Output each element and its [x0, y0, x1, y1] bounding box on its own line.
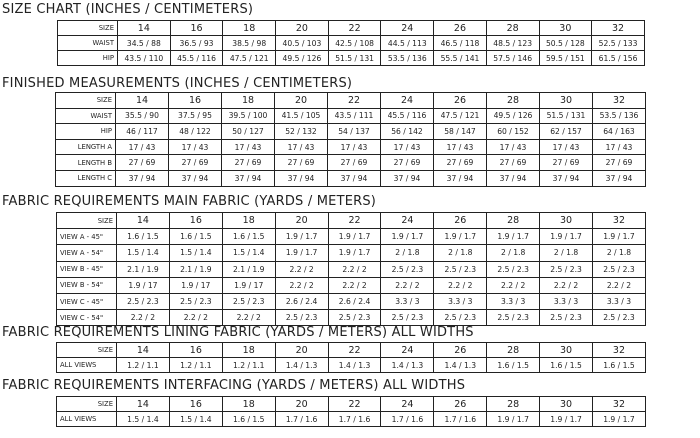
- table-cell: 1.9 / 17: [222, 277, 275, 293]
- row-label: VIEW C - 45": [57, 293, 117, 309]
- table-cell: 1.6 / 1.5: [222, 412, 275, 427]
- table-cell: 2.2 / 2: [169, 310, 222, 326]
- table-row: [57, 310, 646, 326]
- table-cell: 37 / 94: [169, 170, 222, 186]
- table-cell: 17 / 43: [381, 139, 434, 155]
- table-cell: 1.5 / 1.4: [169, 245, 222, 261]
- row-label: ALL VIEWS: [57, 358, 117, 373]
- table-cell: 2.2 / 2: [593, 277, 646, 293]
- table-row: [57, 293, 646, 309]
- table-cell: 42.5 / 108: [328, 36, 381, 51]
- table-cell: 2.2 / 2: [487, 277, 540, 293]
- size-header-cell: 18: [222, 93, 275, 109]
- size-chart-table: [57, 20, 645, 66]
- table-row: [56, 139, 646, 155]
- table-row: [56, 124, 646, 140]
- table-cell: 2.2 / 2: [540, 277, 593, 293]
- table-cell: 1.9 / 1.7: [434, 229, 487, 245]
- main-fabric-table: [56, 212, 646, 326]
- table-cell: 54 / 137: [328, 124, 381, 140]
- size-header-cell: 28: [487, 343, 540, 358]
- table-cell: 39.5 / 100: [222, 108, 275, 124]
- size-header-cell: 28: [487, 93, 540, 109]
- table-row: [58, 36, 645, 51]
- size-header-cell: 30: [539, 21, 592, 36]
- table-cell: 48 / 122: [169, 124, 222, 140]
- table-cell: 56 / 142: [381, 124, 434, 140]
- table-cell: 49.5 / 126: [276, 51, 329, 66]
- table-cell: 41.5 / 105: [275, 108, 328, 124]
- table-cell: 37.5 / 95: [169, 108, 222, 124]
- table-cell: 17 / 43: [540, 139, 593, 155]
- size-header-cell: 20: [276, 21, 329, 36]
- table-row: [57, 412, 646, 427]
- size-header-cell: 32: [593, 93, 646, 109]
- size-header-label: SIZE: [56, 93, 116, 109]
- table-cell: 37 / 94: [434, 170, 487, 186]
- table-cell: 60 / 152: [487, 124, 540, 140]
- size-header-cell: 14: [118, 21, 171, 36]
- table-cell: 2 / 1.8: [593, 245, 646, 261]
- size-header-cell: 24: [381, 213, 434, 229]
- size-header-label: SIZE: [57, 213, 117, 229]
- size-header-cell: 30: [540, 343, 593, 358]
- table-cell: 2.2 / 2: [328, 277, 381, 293]
- table-cell: 2.5 / 2.3: [381, 261, 434, 277]
- table-cell: 48.5 / 123: [486, 36, 539, 51]
- table-cell: 1.6 / 1.5: [487, 358, 540, 373]
- table-cell: 1.4 / 1.3: [328, 358, 381, 373]
- main-fabric-title: FABRIC REQUIREMENTS MAIN FABRIC (YARDS / METERS): [2, 194, 377, 209]
- table-cell: 2.2 / 2: [275, 277, 328, 293]
- table-cell: 1.5 / 1.4: [222, 245, 275, 261]
- table-cell: 17 / 43: [222, 139, 275, 155]
- size-header-row: [57, 397, 646, 412]
- finished-measurements-table: [55, 92, 646, 187]
- table-cell: 1.7 / 1.6: [275, 412, 328, 427]
- table-cell: 44.5 / 113: [381, 36, 434, 51]
- table-cell: 1.9 / 17: [169, 277, 222, 293]
- table-cell: 27 / 69: [328, 155, 381, 171]
- table-cell: 49.5 / 126: [487, 108, 540, 124]
- table-cell: 2.5 / 2.3: [487, 261, 540, 277]
- table-cell: 27 / 69: [222, 155, 275, 171]
- table-row: [57, 229, 646, 245]
- table-cell: 1.9 / 17: [117, 277, 170, 293]
- table-cell: 1.6 / 1.5: [169, 229, 222, 245]
- table-cell: 37 / 94: [487, 170, 540, 186]
- table-cell: 2.5 / 2.3: [593, 310, 646, 326]
- size-header-label: SIZE: [57, 397, 117, 412]
- table-cell: 37 / 94: [540, 170, 593, 186]
- table-cell: 1.9 / 1.7: [540, 412, 593, 427]
- row-label: LENGTH C: [56, 170, 116, 186]
- table-cell: 51.5 / 131: [540, 108, 593, 124]
- table-cell: 57.5 / 146: [486, 51, 539, 66]
- table-row: [57, 261, 646, 277]
- table-cell: 1.9 / 1.7: [593, 412, 646, 427]
- table-cell: 2.5 / 2.3: [117, 293, 170, 309]
- size-header-cell: 26: [434, 343, 487, 358]
- table-cell: 1.7 / 1.6: [434, 412, 487, 427]
- size-header-cell: 14: [117, 397, 170, 412]
- table-cell: 3.3 / 3: [540, 293, 593, 309]
- size-header-row: [57, 213, 646, 229]
- table-row: [58, 51, 645, 66]
- table-cell: 2.1 / 1.9: [169, 261, 222, 277]
- row-label: WAIST: [58, 36, 118, 51]
- table-cell: 2.6 / 2.4: [275, 293, 328, 309]
- table-cell: 1.2 / 1.1: [169, 358, 222, 373]
- table-cell: 1.6 / 1.5: [540, 358, 593, 373]
- table-cell: 2.2 / 2: [328, 261, 381, 277]
- table-cell: 1.9 / 1.7: [540, 229, 593, 245]
- table-cell: 3.3 / 3: [434, 293, 487, 309]
- size-header-cell: 26: [434, 21, 487, 36]
- table-cell: 61.5 / 156: [592, 51, 645, 66]
- table-row: [56, 170, 646, 186]
- table-cell: 35.5 / 90: [116, 108, 169, 124]
- table-cell: 17 / 43: [169, 139, 222, 155]
- row-label: ALL VIEWS: [57, 412, 117, 427]
- table-cell: 27 / 69: [275, 155, 328, 171]
- table-cell: 2.2 / 2: [275, 261, 328, 277]
- size-header-cell: 18: [222, 397, 275, 412]
- table-cell: 36.5 / 93: [170, 36, 223, 51]
- table-cell: 1.2 / 1.1: [117, 358, 170, 373]
- size-header-cell: 22: [328, 397, 381, 412]
- table-cell: 45.5 / 116: [381, 108, 434, 124]
- table-cell: 2 / 1.8: [487, 245, 540, 261]
- interfacing-table: [56, 396, 646, 427]
- size-header-cell: 14: [117, 343, 170, 358]
- size-header-cell: 24: [381, 93, 434, 109]
- table-cell: 2.2 / 2: [117, 310, 170, 326]
- table-cell: 52 / 132: [275, 124, 328, 140]
- table-cell: 27 / 69: [381, 155, 434, 171]
- size-header-cell: 22: [328, 343, 381, 358]
- table-cell: 1.9 / 1.7: [593, 229, 646, 245]
- table-cell: 1.7 / 1.6: [328, 412, 381, 427]
- table-cell: 37 / 94: [328, 170, 381, 186]
- table-cell: 27 / 69: [540, 155, 593, 171]
- size-header-cell: 32: [592, 21, 645, 36]
- table-cell: 17 / 43: [275, 139, 328, 155]
- size-header-cell: 32: [593, 397, 646, 412]
- table-cell: 2.1 / 1.9: [117, 261, 170, 277]
- table-cell: 2.2 / 2: [434, 277, 487, 293]
- table-cell: 3.3 / 3: [593, 293, 646, 309]
- table-cell: 53.5 / 136: [593, 108, 646, 124]
- table-cell: 53.5 / 136: [381, 51, 434, 66]
- table-cell: 17 / 43: [434, 139, 487, 155]
- table-cell: 1.4 / 1.3: [275, 358, 328, 373]
- row-label: LENGTH A: [56, 139, 116, 155]
- table-cell: 2.5 / 2.3: [222, 293, 275, 309]
- size-header-cell: 28: [487, 397, 540, 412]
- table-cell: 1.9 / 1.7: [487, 412, 540, 427]
- table-cell: 55.5 / 141: [434, 51, 487, 66]
- table-cell: 37 / 94: [116, 170, 169, 186]
- size-header-cell: 24: [381, 343, 434, 358]
- table-cell: 1.9 / 1.7: [487, 229, 540, 245]
- table-cell: 50.5 / 128: [539, 36, 592, 51]
- table-cell: 38.5 / 98: [223, 36, 276, 51]
- table-row: [56, 108, 646, 124]
- size-header-cell: 16: [170, 21, 223, 36]
- table-cell: 40.5 / 103: [276, 36, 329, 51]
- table-cell: 2.5 / 2.3: [487, 310, 540, 326]
- table-cell: 17 / 43: [487, 139, 540, 155]
- table-cell: 52.5 / 133: [592, 36, 645, 51]
- table-cell: 1.9 / 1.7: [328, 245, 381, 261]
- size-header-cell: 20: [275, 93, 328, 109]
- table-cell: 43.5 / 111: [328, 108, 381, 124]
- table-cell: 3.3 / 3: [381, 293, 434, 309]
- table-cell: 2.2 / 2: [381, 277, 434, 293]
- table-row: [56, 155, 646, 171]
- table-cell: 1.9 / 1.7: [381, 229, 434, 245]
- table-cell: 2.1 / 1.9: [222, 261, 275, 277]
- table-cell: 1.5 / 1.4: [169, 412, 222, 427]
- table-cell: 2.5 / 2.3: [434, 261, 487, 277]
- table-cell: 37 / 94: [275, 170, 328, 186]
- size-header-cell: 16: [169, 343, 222, 358]
- row-label: HIP: [58, 51, 118, 66]
- table-cell: 2.5 / 2.3: [381, 310, 434, 326]
- row-label: WAIST: [56, 108, 116, 124]
- size-header-cell: 16: [169, 397, 222, 412]
- table-cell: 46 / 117: [116, 124, 169, 140]
- lining-fabric-title: FABRIC REQUIREMENTS LINING FABRIC (YARDS / METERS) ALL WIDTHS: [2, 325, 474, 340]
- size-header-cell: 18: [222, 213, 275, 229]
- lining-fabric-table: [56, 342, 646, 373]
- table-cell: 37 / 94: [222, 170, 275, 186]
- table-cell: 17 / 43: [593, 139, 646, 155]
- table-cell: 2.5 / 2.3: [540, 261, 593, 277]
- table-cell: 2.2 / 2: [222, 310, 275, 326]
- table-cell: 2 / 1.8: [540, 245, 593, 261]
- size-header-cell: 22: [328, 21, 381, 36]
- size-header-row: [58, 21, 645, 36]
- size-header-cell: 30: [540, 93, 593, 109]
- row-label: VIEW B - 45": [57, 261, 117, 277]
- size-header-cell: 20: [275, 397, 328, 412]
- table-cell: 59.5 / 151: [539, 51, 592, 66]
- table-cell: 58 / 147: [434, 124, 487, 140]
- row-label: HIP: [56, 124, 116, 140]
- row-label: VIEW A - 54": [57, 245, 117, 261]
- size-header-row: [56, 93, 646, 109]
- table-cell: 17 / 43: [116, 139, 169, 155]
- table-cell: 2.5 / 2.3: [593, 261, 646, 277]
- size-header-cell: 18: [222, 343, 275, 358]
- size-header-cell: 26: [434, 93, 487, 109]
- size-header-label: SIZE: [57, 343, 117, 358]
- table-cell: 27 / 69: [487, 155, 540, 171]
- row-label: LENGTH B: [56, 155, 116, 171]
- finished-measurements-title: FINISHED MEASUREMENTS (INCHES / CENTIMETERS): [2, 76, 353, 91]
- table-cell: 27 / 69: [593, 155, 646, 171]
- size-header-label: SIZE: [58, 21, 118, 36]
- table-cell: 27 / 69: [169, 155, 222, 171]
- size-chart-title: SIZE CHART (INCHES / CENTIMETERS): [2, 2, 254, 17]
- table-cell: 47.5 / 121: [434, 108, 487, 124]
- table-cell: 64 / 163: [593, 124, 646, 140]
- table-cell: 50 / 127: [222, 124, 275, 140]
- table-cell: 1.9 / 1.7: [328, 229, 381, 245]
- table-cell: 37 / 94: [593, 170, 646, 186]
- table-cell: 1.5 / 1.4: [117, 412, 170, 427]
- size-header-cell: 20: [275, 213, 328, 229]
- table-cell: 45.5 / 116: [170, 51, 223, 66]
- table-cell: 43.5 / 110: [118, 51, 171, 66]
- size-header-cell: 30: [540, 397, 593, 412]
- table-cell: 37 / 94: [381, 170, 434, 186]
- table-cell: 62 / 157: [540, 124, 593, 140]
- row-label: VIEW C - 54": [57, 310, 117, 326]
- table-cell: 1.5 / 1.4: [117, 245, 170, 261]
- size-header-cell: 22: [328, 93, 381, 109]
- size-header-cell: 26: [434, 397, 487, 412]
- size-header-cell: 14: [116, 93, 169, 109]
- table-cell: 1.7 / 1.6: [381, 412, 434, 427]
- size-header-cell: 22: [328, 213, 381, 229]
- table-row: [57, 245, 646, 261]
- size-header-cell: 26: [434, 213, 487, 229]
- row-label: VIEW A - 45": [57, 229, 117, 245]
- size-header-cell: 18: [223, 21, 276, 36]
- table-cell: 27 / 69: [116, 155, 169, 171]
- table-cell: 2.6 / 2.4: [328, 293, 381, 309]
- table-cell: 51.5 / 131: [328, 51, 381, 66]
- size-header-cell: 32: [593, 343, 646, 358]
- size-header-cell: 28: [486, 21, 539, 36]
- table-cell: 17 / 43: [328, 139, 381, 155]
- table-cell: 1.4 / 1.3: [381, 358, 434, 373]
- table-cell: 1.9 / 1.7: [275, 245, 328, 261]
- table-cell: 47.5 / 121: [223, 51, 276, 66]
- interfacing-title: FABRIC REQUIREMENTS INTERFACING (YARDS / METERS) ALL WIDTHS: [2, 378, 466, 393]
- table-cell: 46.5 / 118: [434, 36, 487, 51]
- table-row: [57, 277, 646, 293]
- size-header-cell: 30: [540, 213, 593, 229]
- table-cell: 2.5 / 2.3: [540, 310, 593, 326]
- size-header-cell: 24: [381, 397, 434, 412]
- table-cell: 1.6 / 1.5: [117, 229, 170, 245]
- size-header-cell: 14: [117, 213, 170, 229]
- table-cell: 2.5 / 2.3: [434, 310, 487, 326]
- table-cell: 1.2 / 1.1: [222, 358, 275, 373]
- table-cell: 1.4 / 1.3: [434, 358, 487, 373]
- row-label: VIEW B - 54": [57, 277, 117, 293]
- table-cell: 1.6 / 1.5: [222, 229, 275, 245]
- table-row: [57, 358, 646, 373]
- size-header-cell: 24: [381, 21, 434, 36]
- size-header-cell: 20: [275, 343, 328, 358]
- table-cell: 3.3 / 3: [487, 293, 540, 309]
- size-header-cell: 28: [487, 213, 540, 229]
- table-cell: 2.5 / 2.3: [328, 310, 381, 326]
- size-header-cell: 16: [169, 93, 222, 109]
- table-cell: 34.5 / 88: [118, 36, 171, 51]
- size-header-row: [57, 343, 646, 358]
- table-cell: 1.6 / 1.5: [593, 358, 646, 373]
- table-cell: 2 / 1.8: [434, 245, 487, 261]
- table-cell: 1.9 / 1.7: [275, 229, 328, 245]
- table-cell: 27 / 69: [434, 155, 487, 171]
- table-cell: 2.5 / 2.3: [169, 293, 222, 309]
- table-cell: 2 / 1.8: [381, 245, 434, 261]
- size-header-cell: 32: [593, 213, 646, 229]
- size-header-cell: 16: [169, 213, 222, 229]
- table-cell: 2.5 / 2.3: [275, 310, 328, 326]
